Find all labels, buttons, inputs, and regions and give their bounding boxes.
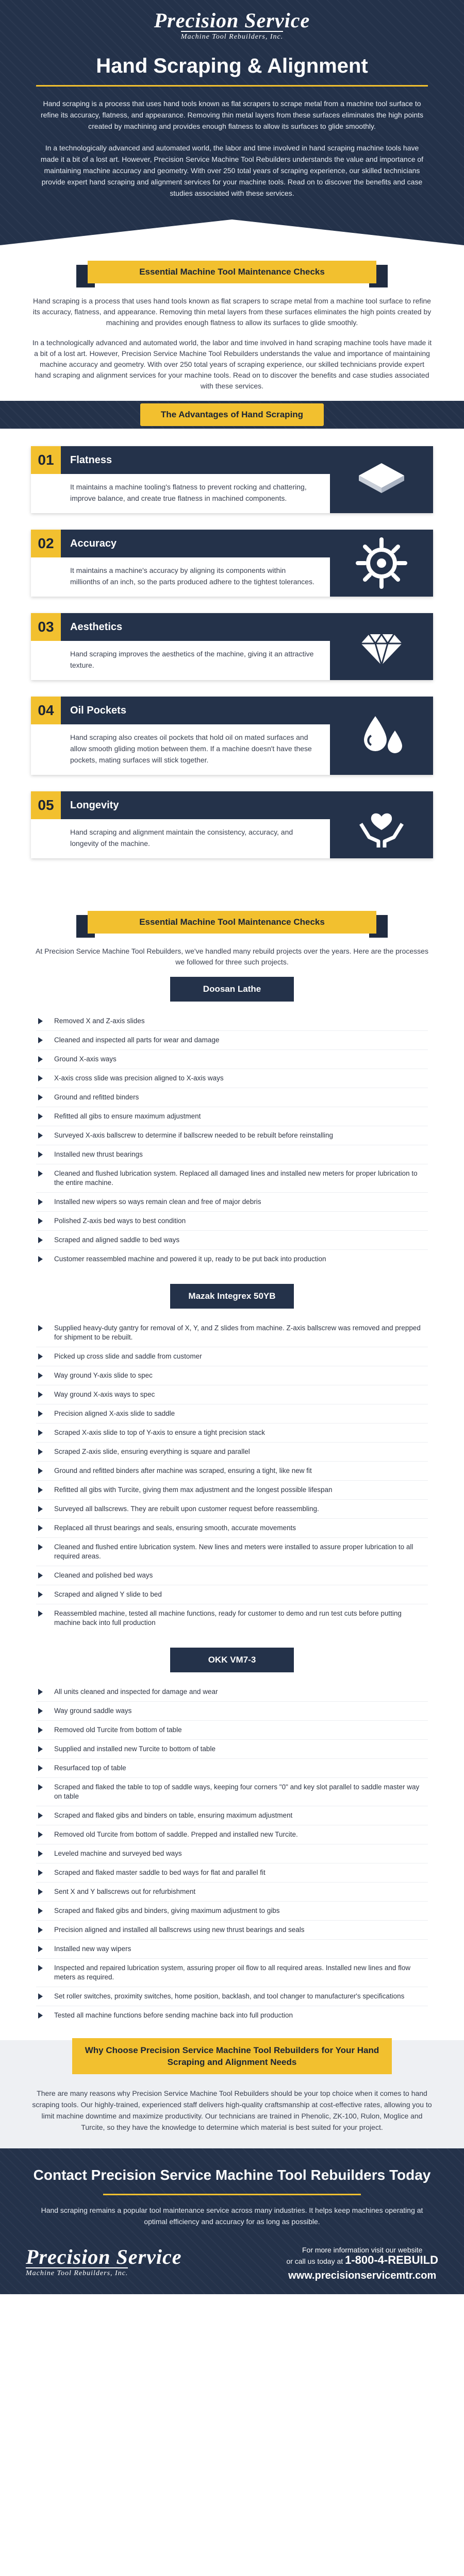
arrow-bullet-icon: [38, 1430, 43, 1436]
arrow-bullet-icon: [38, 1889, 43, 1895]
title-divider: [36, 85, 428, 87]
hero: [0, 0, 464, 245]
step-text: Removed X and Z-axis slides: [54, 1017, 145, 1025]
step-text: Ground X-axis ways: [54, 1055, 117, 1063]
arrow-bullet-icon: [38, 1746, 43, 1752]
arrow-bullet-icon: [38, 1037, 43, 1043]
list-item: [36, 1519, 428, 1538]
list-item: [36, 1538, 428, 1566]
case-section-header: [0, 895, 464, 946]
list-item: [36, 1683, 428, 1702]
project-mazak: [0, 1284, 464, 1632]
step-text: Reassembled machine, tested all machine functions, ready for customer to demo and run test cuts before putting machine back into full production: [54, 1609, 402, 1626]
website-link[interactable]: www.precisionservicemtr.com: [288, 2270, 437, 2281]
arrow-bullet-icon: [38, 1237, 43, 1243]
list-item: [36, 1902, 428, 1921]
phone-number[interactable]: 1-800-4-REBUILD: [345, 2253, 438, 2266]
hero-paragraph-1: Hand scraping is a process that uses hand tools known as flat scrapers to scrape metal from a machine tool surface to refine its accuracy, flatness, and appearance. Removing thin metal layers from these surfaces eliminates the high points created by machining and provides enough flatness to allow its surfaces to glide smoothly.: [40, 99, 424, 130]
arrow-bullet-icon: [38, 1832, 43, 1838]
step-text: Supplied heavy-duty gantry for removal of X, Y, and Z slides from machine. Z-axis ballscrew was removed and prepped for shipment to be rebuilt.: [54, 1324, 421, 1341]
footer-logo: [26, 2245, 182, 2278]
contact-line: For more information visit our website: [302, 2246, 423, 2254]
advantage-name: Longevity: [70, 799, 119, 811]
checks-paragraph-2: In a technologically advanced and automated world, the labor and time involved in hand scraping machine tools have made it a bit of a lost art. However, Precision Service Machine Tool Rebuilders understands the value and importance of maintaining machine accuracy and geometry. With over 250 total years of scraping experience, our skilled technicians provide expert hand scraping and alignment services for your machine tools. Read on to discover the benefits and case studies associated with these services.: [32, 338, 432, 390]
arrow-bullet-icon: [38, 1056, 43, 1062]
arrow-bullet-icon: [38, 1908, 43, 1914]
arrow-bullet-icon: [38, 1132, 43, 1139]
hero-paragraph-2: In a technologically advanced and automated world, the labor and time involved in hand scraping machine tools have made it a bit of a lost art. However, Precision Service Machine Tool Rebuilders understands the value and importance of maintaining machine accuracy and geometry. With over 250 total years of scraping experience, our skilled technicians provide expert hand scraping and alignment services for your machine tools. Read on to discover the benefits and case studies associated with these services.: [40, 144, 424, 197]
brand-logo: [21, 11, 443, 41]
arrow-bullet-icon: [38, 1946, 43, 1952]
list-item: [36, 1825, 428, 1844]
arrow-bullet-icon: [38, 1171, 43, 1177]
advantage-number: 02: [31, 530, 61, 557]
arrow-bullet-icon: [38, 1372, 43, 1379]
arrow-bullet-icon: [38, 1094, 43, 1100]
project-steps: [36, 1683, 428, 2025]
list-item: [36, 1844, 428, 1863]
advantage-description: It maintains a machine's accuracy by aligning its components within millionths of an inch, so the parts produced adhere to the tightest tolerances.: [70, 566, 314, 586]
advantage-card: [31, 613, 433, 680]
arrow-bullet-icon: [38, 1392, 43, 1398]
step-text: Cleaned and inspected all parts for wear and damage: [54, 1036, 220, 1044]
arrow-bullet-icon: [38, 1611, 43, 1617]
step-text: Scraped and flaked gibs and binders, giving maximum adjustment to gibs: [54, 1907, 280, 1914]
step-text: Refitted all gibs with Turcite, giving them max adjustment and the longest possible lifespan: [54, 1486, 333, 1494]
step-text: Sent X and Y ballscrews out for refurbishment: [54, 1888, 196, 1895]
step-text: Tested all machine functions before sending machine back into full production: [54, 2011, 293, 2019]
checks-paragraph-1: Hand scraping is a process that uses hand tools known as flat scrapers to scrape metal from a machine tool surface to refine its accuracy, flatness, and appearance. Removing thin metal layers from these surfaces eliminates the high points created by machining and provides enough flatness to allow its surfaces to glide smoothly.: [32, 297, 432, 327]
arrow-bullet-icon: [38, 1018, 43, 1024]
arrow-bullet-icon: [38, 1927, 43, 1933]
advantage-description: Hand scraping improves the aesthetics of the machine, giving it an attractive texture.: [70, 650, 314, 669]
advantage-number: 04: [31, 697, 61, 724]
arrow-bullet-icon: [38, 1851, 43, 1857]
list-item: [36, 1959, 428, 1987]
list-item: [36, 1069, 428, 1088]
step-text: Resurfaced top of table: [54, 1764, 126, 1772]
advantage-card: [31, 697, 433, 775]
advantages-header: [0, 401, 464, 429]
list-item: [36, 1212, 428, 1231]
arrow-bullet-icon: [38, 1449, 43, 1455]
step-text: Removed old Turcite from bottom of table: [54, 1726, 182, 1734]
step-text: Precision aligned X-axis slide to saddle: [54, 1410, 175, 1417]
why-title: Why Choose Precision Service Machine Tool Rebuilders for Your Hand Scraping and Alignment Needs: [72, 2038, 392, 2074]
arrow-bullet-icon: [38, 1113, 43, 1120]
step-text: Leveled machine and surveyed bed ways: [54, 1850, 182, 1857]
list-item: [36, 1145, 428, 1164]
checks-section-header: [0, 245, 464, 296]
arrow-bullet-icon: [38, 1689, 43, 1695]
advantages-title: The Advantages of Hand Scraping: [140, 403, 324, 426]
arrow-bullet-icon: [38, 1965, 43, 1971]
list-item: [36, 1443, 428, 1462]
advantage-number: 01: [31, 446, 61, 474]
list-item: [36, 1404, 428, 1423]
arrow-bullet-icon: [38, 1151, 43, 1158]
list-item: [36, 1031, 428, 1050]
step-text: X-axis cross slide was precision aligned to X-axis ways: [54, 1074, 224, 1082]
checks-section-title: Essential Machine Tool Maintenance Checks: [88, 261, 376, 283]
step-text: Scraped and flaked master saddle to bed ways for flat and parallel fit: [54, 1869, 266, 1876]
list-item: [36, 1921, 428, 1940]
list-item: [36, 1423, 428, 1443]
project-title: OKK VM7-3: [170, 1648, 294, 1672]
list-item: [36, 1778, 428, 1806]
step-text: Refitted all gibs to ensure maximum adjustment: [54, 1112, 201, 1120]
advantage-number: 05: [31, 791, 61, 819]
advantage-description: It maintains a machine tooling's flatness to prevent rocking and chattering, improve balance, and create true flatness in machined components.: [70, 483, 307, 502]
step-text: Scraped and flaked the table to top of saddle ways, keeping four corners "0" and key slot parallel to saddle master way on table: [54, 1783, 420, 1800]
list-item: [36, 2006, 428, 2025]
arrow-bullet-icon: [38, 1468, 43, 1474]
gem-icon: [330, 613, 433, 680]
brand-name: Precision Service: [26, 2245, 182, 2268]
step-text: Precision aligned and installed all ballscrews using new thrust bearings and seals: [54, 1926, 305, 1934]
arrow-bullet-icon: [38, 1544, 43, 1550]
arrow-bullet-icon: [38, 1487, 43, 1493]
footer: [0, 2148, 464, 2294]
list-item: [36, 1759, 428, 1778]
list-item: [36, 1500, 428, 1519]
step-text: Supplied and installed new Turcite to bottom of table: [54, 1745, 216, 1753]
step-text: Cleaned and flushed lubrication system. Replaced all damaged lines and installed new meters for proper lubrication to the entire machine.: [54, 1170, 418, 1187]
list-item: [36, 1366, 428, 1385]
arrow-bullet-icon: [38, 1256, 43, 1262]
step-text: Scraped and aligned Y slide to bed: [54, 1590, 162, 1598]
list-item: [36, 1863, 428, 1883]
oil-drops-icon: [330, 697, 433, 775]
list-item: [36, 1740, 428, 1759]
advantage-number: 03: [31, 613, 61, 641]
arrow-bullet-icon: [38, 1572, 43, 1579]
advantage-card: [31, 791, 433, 858]
page-title: Hand Scraping & Alignment: [96, 55, 368, 77]
arrow-bullet-icon: [38, 1591, 43, 1598]
arrow-bullet-icon: [38, 1353, 43, 1360]
step-text: Scraped X-axis slide to top of Y-axis to ensure a tight precision stack: [54, 1429, 265, 1436]
list-item: [36, 1385, 428, 1404]
list-item: [36, 1231, 428, 1250]
advantage-description: Hand scraping also creates oil pockets that hold oil on mated surfaces and allow smooth gliding motion between them. If a machine doesn't have these pockets, mating surfaces will stick together.: [70, 733, 312, 764]
arrow-bullet-icon: [38, 1075, 43, 1081]
arrow-bullet-icon: [38, 1506, 43, 1512]
list-item: [36, 1347, 428, 1366]
list-item: [36, 1088, 428, 1107]
arrow-bullet-icon: [38, 1812, 43, 1819]
step-text: Cleaned and flushed entire lubrication system. New lines and meters were installed to assure proper lubrication to all required areas.: [54, 1543, 413, 1560]
project-steps: [36, 1012, 428, 1268]
arrow-bullet-icon: [38, 1727, 43, 1733]
brand-tagline: Machine Tool Rebuilders, Inc.: [181, 31, 283, 41]
list-item: [36, 1050, 428, 1069]
list-item: [36, 1319, 428, 1347]
contact-line: or call us today at: [286, 2257, 343, 2265]
case-section-title: Essential Machine Tool Maintenance Checks: [88, 911, 376, 934]
list-item: [36, 1566, 428, 1585]
arrow-bullet-icon: [38, 1411, 43, 1417]
list-item: [36, 1883, 428, 1902]
step-text: Surveyed all ballscrews. They are rebuilt upon customer request before reassembling.: [54, 1505, 319, 1513]
list-item: [36, 1585, 428, 1604]
hands-care-icon: [330, 791, 433, 858]
list-item: [36, 1721, 428, 1740]
arrow-bullet-icon: [38, 1218, 43, 1224]
step-text: Polished Z-axis bed ways to best condition: [54, 1217, 186, 1225]
list-item: [36, 1940, 428, 1959]
project-doosan: [0, 977, 464, 1268]
list-item: [36, 1481, 428, 1500]
step-text: Replaced all thrust bearings and seals, ensuring smooth, accurate movements: [54, 1524, 296, 1532]
project-title: Doosan Lathe: [170, 977, 294, 1002]
project-okk: [0, 1648, 464, 2025]
step-text: Scraped and flaked gibs and binders on table, ensuring maximum adjustment: [54, 1811, 293, 1819]
advantages-list: [0, 429, 464, 895]
step-text: Way ground Y-axis slide to spec: [54, 1371, 153, 1379]
advantage-name: Oil Pockets: [70, 704, 126, 716]
list-item: [36, 1126, 428, 1145]
brand-name: Precision Service: [154, 9, 310, 32]
footer-text: Hand scraping remains a popular tool maintenance service across many industries. It helps keep machines operating at optimal efficiency and accuracy for as long as possible.: [41, 2206, 423, 2226]
step-text: Inspected and repaired lubrication system, assuring proper oil flow to all required areas. Installed new lines and flow meters as required.: [54, 1964, 411, 1981]
target-gear-icon: [330, 530, 433, 597]
advantage-name: Aesthetics: [70, 621, 123, 633]
arrow-bullet-icon: [38, 1784, 43, 1790]
arrow-bullet-icon: [38, 1199, 43, 1205]
step-text: Scraped Z-axis slide, ensuring everything is square and parallel: [54, 1448, 250, 1455]
footer-divider: [103, 2194, 361, 2195]
step-text: Removed old Turcite from bottom of saddle. Prepped and installed new Turcite.: [54, 1831, 298, 1838]
step-text: Ground and refitted binders after machine was scraped, ensuring a tight, like new fit: [54, 1467, 312, 1475]
list-item: [36, 1462, 428, 1481]
arrow-bullet-icon: [38, 1708, 43, 1714]
list-item: [36, 1987, 428, 2006]
step-text: Way ground saddle ways: [54, 1707, 132, 1715]
why-text: There are many reasons why Precision Service Machine Tool Rebuilders should be your top choice when it comes to hand scraping tools. Our highly-trained, experienced staff delivers high-quality craftsmanship at cost-effective rates, allowing you to limit machine downtime and maximize productivity. Our technicians are trained in Phenolic, ZK-100, Rulon, Moglice and Turcite, so they have the knowledge to determine which material is best suited for your project.: [32, 2089, 432, 2131]
project-steps: [36, 1319, 428, 1632]
list-item: [36, 1702, 428, 1721]
case-intro: At Precision Service Machine Tool Rebuilders, we've handled many rebuild projects over the years. Here are the processes we followed for three such projects.: [36, 947, 428, 966]
advantage-description: Hand scraping and alignment maintain the consistency, accuracy, and longevity of the machine.: [70, 828, 293, 848]
list-item: [36, 1604, 428, 1632]
footer-title: Contact Precision Service Machine Tool Rebuilders Today: [33, 2167, 431, 2183]
list-item: [36, 1164, 428, 1193]
advantage-name: Accuracy: [70, 537, 117, 549]
step-text: Customer reassembled machine and powered it up, ready to be put back into production: [54, 1255, 326, 1263]
list-item: [36, 1250, 428, 1268]
step-text: All units cleaned and inspected for damage and wear: [54, 1688, 218, 1696]
step-text: Scraped and aligned saddle to bed ways: [54, 1236, 180, 1244]
step-text: Ground and refitted binders: [54, 1093, 139, 1101]
advantage-card: [31, 530, 433, 597]
arrow-bullet-icon: [38, 1325, 43, 1331]
list-item: [36, 1107, 428, 1126]
advantage-card: [31, 446, 433, 513]
step-text: Picked up cross slide and saddle from customer: [54, 1352, 202, 1360]
step-text: Installed new way wipers: [54, 1945, 131, 1953]
arrow-bullet-icon: [38, 1993, 43, 1999]
arrow-bullet-icon: [38, 1870, 43, 1876]
list-item: [36, 1806, 428, 1825]
step-text: Installed new thrust bearings: [54, 1150, 143, 1158]
step-text: Set roller switches, proximity switches, home position, backlash, and tool changer to manufacturer's specifications: [54, 1992, 405, 2000]
arrow-bullet-icon: [38, 1765, 43, 1771]
step-text: Surveyed X-axis ballscrew to determine if ballscrew needed to be rebuilt before reinstalling: [54, 1131, 334, 1139]
project-title: Mazak Integrex 50YB: [170, 1284, 294, 1309]
arrow-bullet-icon: [38, 2012, 43, 2019]
brand-tagline: Machine Tool Rebuilders, Inc.: [26, 2267, 128, 2278]
list-item: [36, 1012, 428, 1031]
step-text: Way ground X-axis ways to spec: [54, 1391, 155, 1398]
flat-plate-icon: [330, 446, 433, 513]
advantage-name: Flatness: [70, 454, 112, 466]
list-item: [36, 1193, 428, 1212]
contact-block: [286, 2245, 438, 2281]
arrow-bullet-icon: [38, 1525, 43, 1531]
step-text: Installed new wipers so ways remain clean and free of major debris: [54, 1198, 261, 1206]
step-text: Cleaned and polished bed ways: [54, 1571, 153, 1579]
why-section: [0, 2040, 464, 2148]
